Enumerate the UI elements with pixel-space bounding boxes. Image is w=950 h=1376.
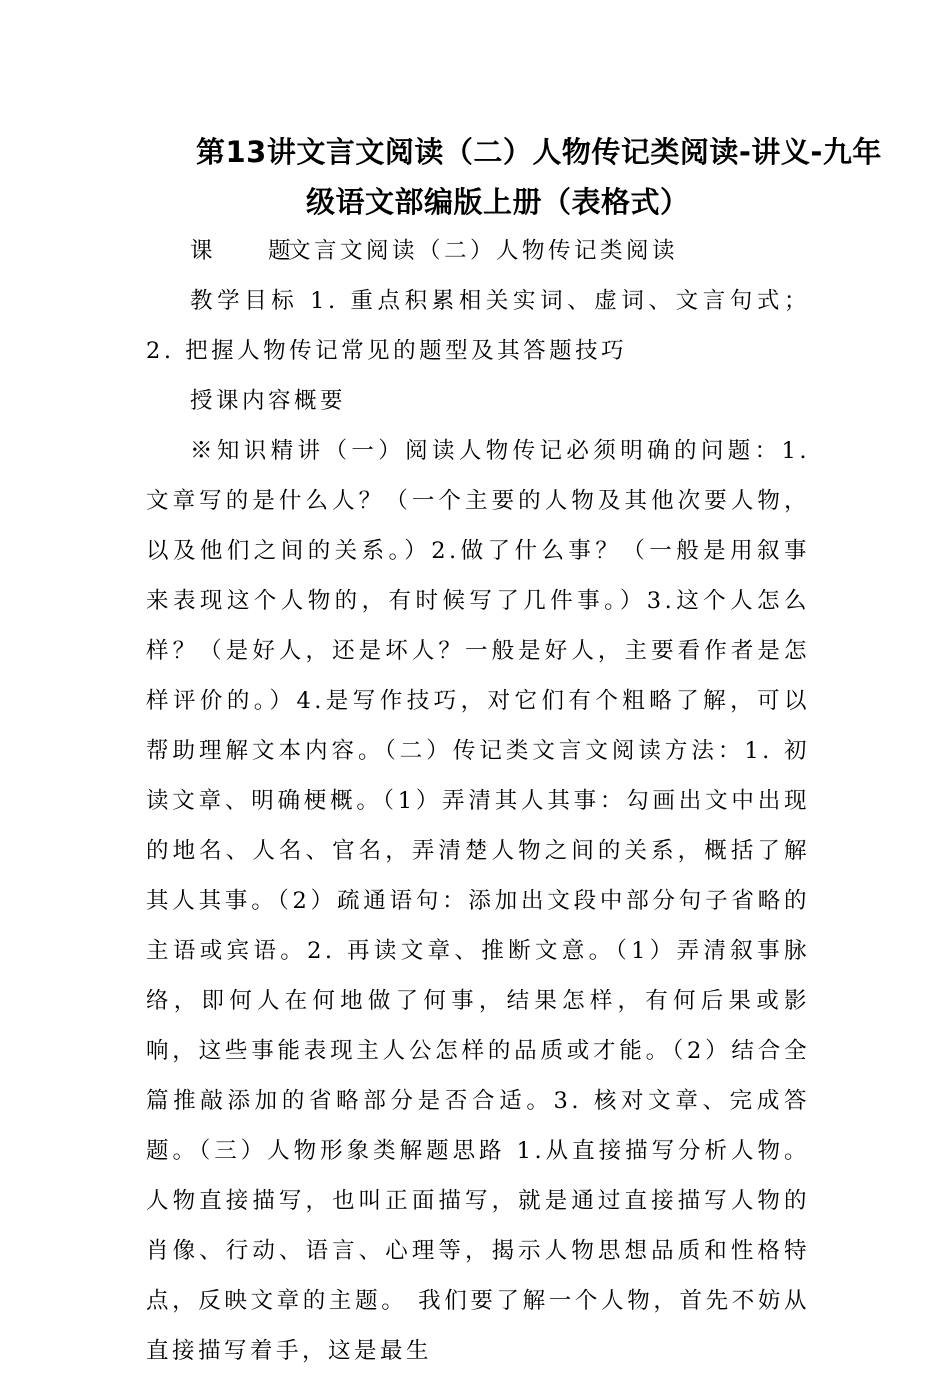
topic-label: 课 题 [190, 238, 295, 264]
document-title-line-2: 级语文部编版上册（表格式） [306, 185, 690, 219]
document-title-line-1: 第13讲文言文阅读（二）人物传记类阅读-讲义-九年 [196, 135, 882, 169]
topic-row [190, 226, 810, 276]
course-outline-heading: 授课内容概要 [190, 388, 347, 414]
knowledge-paragraph: ※知识精讲（一）阅读人物传记必须明确的问题：1.文章写的是什么人？（一个主要的人物及其他次要人物，以及他们之间的关系。）2.做了什么事？（一般是用叙事来表现这个人物的，有时候写了几件事。）3.这个人怎么样？（是好人，还是坏人？一般是好人，主要看作者是怎样评价的。）4.是写作技巧，对它们有个粗略了解，可以帮助理解文本内容。（二）传记类文言文阅读方法：1. 初读文章、明确梗概。（1）弄清其人其事：勾画出文中出现的地名、人名、官名，弄清楚人物之间的关系，概括了解其人其事。（2）疏通语句：添加出文段中部分句子省略的主语或宾语。2. 再读文章、推断文意。（1）弄清叙事脉络，即何人在何地做了何事，结果怎样，有何后果或影响，这些事能表现主人公怎样的品质或才能。（2）结合全篇推敲添加的省略部分是否合适。3. 核对文章、完成答题。（三）人物形象类解题思路 1.从直接描写分析人物。人物直接描写，也叫正面描写，就是通过直接描写人物的肖像、行动、语言、心理等，揭示人物思想品质和性格特点，反映文章的主题。 我们要了解一个人物，首先不妨从直接描写着手，这是最生 [146, 438, 810, 1364]
topic-value: 文言文阅读（二）人物传记类阅读 [288, 238, 679, 264]
teaching-goal-paragraph: 教学目标 1. 重点积累相关实词、虚词、文言句式；2. 把握人物传记常见的题型及其答题技巧 [146, 288, 810, 364]
